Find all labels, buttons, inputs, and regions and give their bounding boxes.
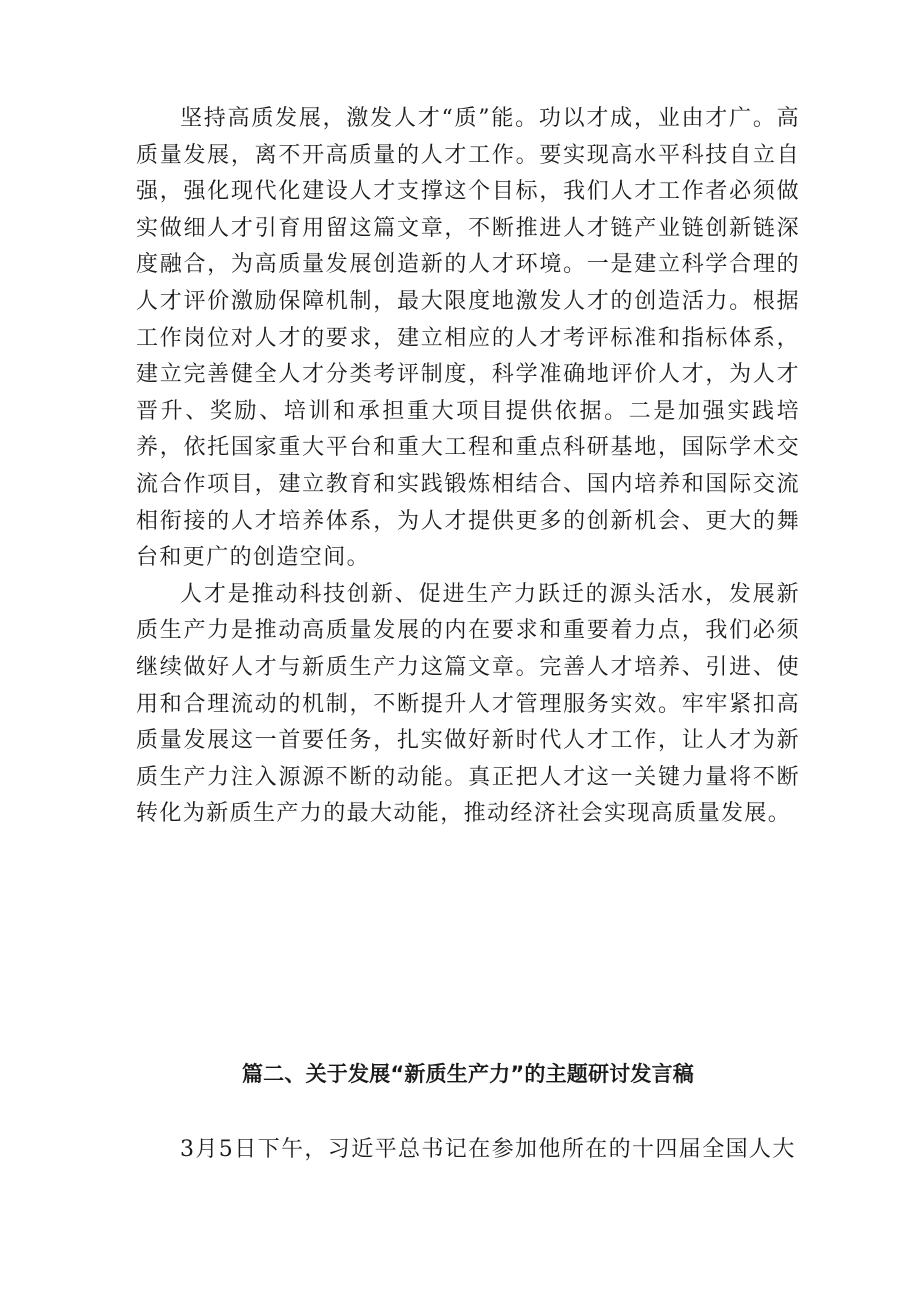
section-title: 篇二、关于发展“新质生产力”的主题研讨发言稿 xyxy=(241,1062,694,1086)
paragraph-3: 3月5日下午，习近平总书记在参加他所在的十四届全国人大 xyxy=(180,1137,796,1162)
document-body xyxy=(136,101,800,833)
paragraph-1: 坚持高质发展，激发人才“质”能。功以才成，业由才广。高质量发展，离不开高质量的人才工作。要实现高水平科技自立自强，强化现代化建设人才支撑这个目标，我们人才工作者必须做实做细人才引育用留这篇文章，不断推进人才链产业链创新链深度融合，为高质量发展创造新的人才环境。一是建立科学合理的人才评价激励保障机制，最大限度地激发人才的创造活力。根据工作岗位对人才的要求，建立相应的人才考评标准和指标体系，建立完善健全人才分类考评制度，科学准确地评价人才，为人才晋升、奖励、培训和承担重大项目提供依据。二是加强实践培养，依托国家重大平台和重大工程和重点科研基地，国际学术交流合作项目，建立教育和实践锻炼相结合、国内培养和国际交流相衔接的人才培养体系，为人才提供更多的创新机会、更大的舞台和更广的创造空间。 xyxy=(136,106,800,571)
paragraph-2: 人才是推动科技创新、促进生产力跃迁的源头活水，发展新质生产力是推动高质量发展的内在要求和重要着力点，我们必须继续做好人才与新质生产力这篇文章。完善人才培养、引进、使用和合理流动的机制，不断提升人才管理服务实效。牢牢紧扣高质量发展这一首要任务，扎实做好新时代人才工作，让人才为新质生产力注入源源不断的动能。真正把人才这一关键力量将不断转化为新质生产力的最大动能，推动经济社会实现高质量发展。 xyxy=(136,581,800,827)
